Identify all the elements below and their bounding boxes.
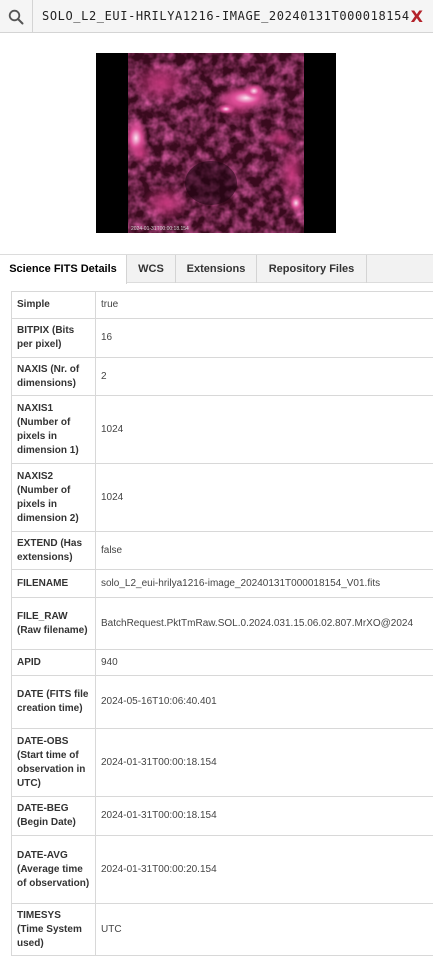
close-button[interactable]: X	[411, 0, 423, 33]
table-row	[12, 676, 433, 729]
table-row	[12, 319, 433, 358]
tab-science-fits-details[interactable]: Science FITS Details	[0, 255, 127, 284]
field-name: FILENAME	[12, 570, 96, 598]
field-name: Simple	[12, 292, 96, 319]
field-name: NAXIS (Nr. of dimensions)	[12, 358, 96, 396]
field-name: NAXIS1 (Number of pixels in dimension 1)	[12, 396, 96, 464]
table-row	[12, 396, 433, 464]
table-row	[12, 650, 433, 676]
title-bar	[0, 0, 433, 33]
field-value: 16	[96, 319, 433, 358]
tab-repository-files[interactable]: Repository Files	[257, 255, 367, 283]
table-row	[12, 292, 433, 319]
field-name: EXTEND (Has extensions)	[12, 532, 96, 570]
thumbnail-timestamp: 2024-01-31T00:00:18.154	[131, 226, 189, 232]
field-name: DATE-BEG (Begin Date)	[12, 797, 96, 836]
field-name: TIMESYS (Time System used)	[12, 904, 96, 956]
table-row	[12, 904, 433, 956]
field-value: 2	[96, 358, 433, 396]
field-value: UTC	[96, 904, 433, 956]
field-name: NAXIS2 (Number of pixels in dimension 2)	[12, 464, 96, 532]
table-row	[12, 729, 433, 797]
detail-tabs	[0, 254, 433, 283]
field-value: solo_L2_eui-hrilya1216-image_20240131T000018154_V01.fits	[96, 570, 433, 598]
field-value: 1024	[96, 396, 433, 464]
table-row	[12, 598, 433, 650]
field-value: 2024-01-31T00:00:18.154	[96, 797, 433, 836]
table-row	[12, 464, 433, 532]
field-name: FILE_RAW (Raw filename)	[12, 598, 96, 650]
field-value: 1024	[96, 464, 433, 532]
search-icon	[8, 9, 24, 25]
table-row	[12, 570, 433, 598]
field-name: DATE-OBS (Start time of observation in UTC)	[12, 729, 96, 797]
field-value: 940	[96, 650, 433, 676]
tab-extensions[interactable]: Extensions	[176, 255, 257, 283]
field-name: APID	[12, 650, 96, 676]
field-name: BITPIX (Bits per pixel)	[12, 319, 96, 358]
search-button[interactable]	[0, 0, 33, 33]
table-row	[12, 797, 433, 836]
field-name: DATE-AVG (Average time of observation)	[12, 836, 96, 904]
solar-image-thumbnail	[96, 53, 336, 233]
file-title: SOLO_L2_EUI-HRILYA1216-IMAGE_20240131T000018154	[42, 0, 410, 33]
solar-image	[96, 53, 336, 233]
field-value: false	[96, 532, 433, 570]
fits-header-table	[11, 291, 433, 956]
field-value: 2024-01-31T00:00:20.154	[96, 836, 433, 904]
field-value: 2024-01-31T00:00:18.154	[96, 729, 433, 797]
field-value: true	[96, 292, 433, 319]
table-row	[12, 836, 433, 904]
table-row	[12, 532, 433, 570]
table-row	[12, 358, 433, 396]
field-name: DATE (FITS file creation time)	[12, 676, 96, 729]
tab-wcs[interactable]: WCS	[127, 255, 176, 283]
field-value: BatchRequest.PktTmRaw.SOL.0.2024.031.15.06.02.807.MrXO@2024	[96, 598, 433, 650]
field-value: 2024-05-16T10:06:40.401	[96, 676, 433, 729]
